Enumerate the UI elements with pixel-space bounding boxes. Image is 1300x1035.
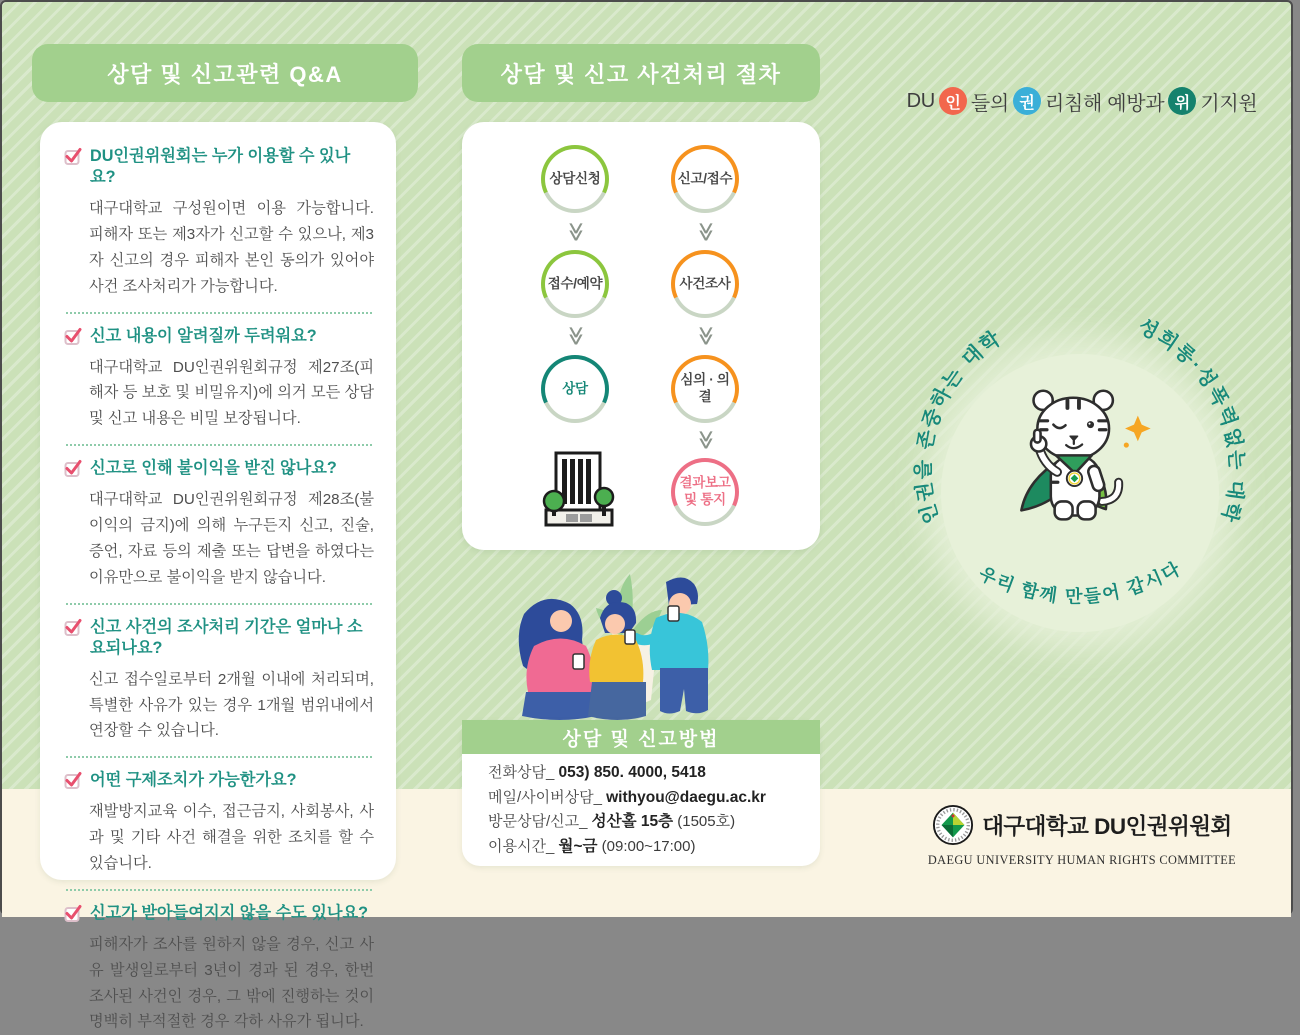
process-panel-title: 상담 및 신고 사건처리 절차 [500, 61, 782, 87]
qa-question-text: 신고가 받아들여지지 않을 수도 있나요? [90, 903, 369, 922]
qa-question-text: DU인권위원회는 누가 이용할 수 있나요? [90, 147, 351, 187]
qa-answer: 재발방지교육 이수, 접근금지, 사회봉사, 사과 및 기타 사건 해결을 위한 조치를 할 수 있습니다. [89, 803, 374, 872]
contact-row-email [488, 790, 804, 806]
contact-label: 전화상담_ [488, 764, 555, 781]
flow-step-label-line2: 및 통지 [684, 492, 726, 507]
footer-organization [922, 804, 1242, 868]
footer-logo-row [932, 804, 1232, 846]
contact-label: 방문상담/신고_ [488, 813, 588, 830]
contact-suffix: (1505호) [673, 813, 736, 830]
qa-item [64, 770, 374, 877]
qa-item [64, 903, 374, 1035]
chevron-down-icon: ≫ [695, 430, 717, 450]
qa-question [64, 617, 374, 659]
qa-answer: 신고 접수일로부터 2개월 이내에 처리되며, 특별한 사유가 있는 경우 1개월 범위내에서 연장할 수 있습니다. [89, 670, 374, 740]
qa-panel-title: 상담 및 신고관련 Q&A [107, 61, 343, 87]
dotted-divider [66, 444, 372, 446]
contact-methods-header [462, 720, 820, 754]
emblem-arc-bottom-text: 우리 함께 만들어 갑시다 [975, 557, 1185, 607]
contact-suffix: (09:00~17:00) [597, 837, 696, 855]
tagline-badge-in: 인 [939, 87, 967, 115]
tagline-text: DU [906, 89, 935, 112]
checkbox-check-icon [64, 459, 82, 477]
flow-step-label-line1: 결과보고 [679, 475, 731, 491]
contact-row-visit [488, 814, 804, 830]
chevron-down-icon: ≫ [695, 326, 717, 346]
qa-answer: 피해자가 조사를 원하지 않을 경우, 신고 사유 발생일로부터 3년이 경과 된 경우, 한번 조사된 사건인 경우, 그 밖에 진행하는 것이 명백히 부적절한 경우 각하 사유가 됩니다. [89, 935, 374, 1031]
flow-step-label: 사건조사 [675, 254, 735, 314]
people-illustration [464, 568, 714, 732]
emblem [860, 250, 1300, 690]
flow-step-label [675, 462, 735, 522]
footer-org-name-en: DAEGU UNIVERSITY HUMAN RIGHTS COMMITTEE [927, 853, 1237, 867]
qa-card [40, 122, 396, 1031]
tagline-text: 리침해 예방과 [1044, 92, 1165, 115]
contact-methods-body [462, 754, 820, 854]
qa-question [64, 903, 374, 924]
flow-step-circle [541, 145, 609, 213]
chevron-down-icon: ≫ [565, 222, 587, 242]
tagline-text: 들의 [970, 92, 1009, 115]
flowchart-card [462, 122, 820, 550]
qa-item [64, 617, 374, 745]
contact-label: 이용시간_ [488, 837, 555, 855]
qa-panel-header [32, 44, 418, 102]
checkbox-check-icon [64, 147, 82, 165]
flow-step-circle [671, 458, 739, 526]
flow-step-label: 접수/예약 [545, 254, 605, 314]
flow-step-circle [671, 355, 739, 423]
contact-methods-title: 상담 및 신고방법 [562, 728, 720, 750]
university-seal-icon [932, 804, 974, 846]
tagline [882, 84, 1282, 118]
qa-answer: 대구대학교 DU인권위원회규정 제28조(불이익의 금지)에 의해 누구든지 신고, 진술, 증언, 자료 등의 제출 또는 답변을 하였다는 이유만으로 불이익을 받지 않습니다. [89, 491, 374, 586]
footer-org-name-kr: 대구대학교 DU인권위원회 [982, 814, 1232, 839]
checkbox-check-icon [64, 904, 82, 922]
flow-step-label: 심의 · 의결 [675, 359, 735, 419]
contact-value: 053) 850. 4000, 5418 [558, 764, 706, 781]
qa-question-text: 신고로 인해 불이익을 받진 않나요? [90, 459, 337, 478]
checkbox-check-icon [64, 618, 82, 636]
qa-question-text: 신고 내용이 알려질까 두려워요? [90, 326, 317, 345]
checkbox-check-icon [64, 327, 82, 345]
tagline-badge-gwon: 권 [1013, 87, 1041, 115]
qa-question-text: 신고 사건의 조사처리 기간은 얼마나 소요되나요? [90, 617, 363, 657]
qa-answer: 대구대학교 DU인권위원회규정 제27조(피해자 등 보호 및 비밀유지)에 의거 모든 상담 및 신고 내용은 비밀 보장됩니다. [89, 358, 374, 428]
flow-step-label: 상담 [545, 359, 605, 419]
qa-question [64, 770, 374, 791]
flow-step-circle [671, 145, 739, 213]
emblem-arc-left-text: 인권을 존중하는 대학 [912, 326, 1006, 526]
checkbox-check-icon [64, 771, 82, 789]
flow-step-circle [541, 250, 609, 318]
qa-question [64, 458, 374, 479]
contact-methods-card [462, 720, 820, 866]
tiger-mascot-illustration [1021, 391, 1150, 520]
tagline-badge-wi: 위 [1168, 87, 1196, 115]
qa-question [64, 146, 374, 188]
dotted-divider [66, 756, 372, 758]
dotted-divider [66, 603, 372, 605]
flow-step-label: 상담신청 [545, 149, 605, 209]
contact-value: 성산홀 15층 [591, 813, 674, 830]
flow-step-circle [541, 355, 609, 423]
contact-value: 월~금 [558, 837, 598, 855]
building-icon [542, 450, 616, 530]
dotted-divider [66, 889, 372, 891]
dotted-divider [66, 312, 372, 314]
contact-row-hours [488, 839, 804, 855]
chevron-down-icon: ≫ [695, 222, 717, 242]
chevron-down-icon: ≫ [565, 326, 587, 346]
qa-answer: 대구대학교 구성원이면 이용 가능합니다. 피해자 또는 제3자가 신고할 수 있으나, 제3자 신고의 경우 피해자 본인 동의가 있어야 사건 조사처리가 가능합니다. [89, 200, 374, 295]
qa-item [64, 326, 374, 433]
qa-item [64, 458, 374, 590]
qa-question-text: 어떤 구제조치가 가능한가요? [90, 771, 297, 790]
qa-question [64, 326, 374, 347]
process-panel-header [462, 44, 820, 102]
contact-value: withyou@daegu.ac.kr [606, 788, 766, 806]
flow-step-label: 신고/접수 [675, 149, 735, 209]
qa-item [64, 146, 374, 300]
emblem-arc-right-text: 성희롱·성폭력없는 대학 [1134, 315, 1248, 526]
contact-row-phone [488, 765, 804, 781]
flow-step-circle [671, 250, 739, 318]
contact-label: 메일/사이버상담_ [488, 788, 602, 806]
tagline-text: 기지원 [1200, 92, 1258, 115]
